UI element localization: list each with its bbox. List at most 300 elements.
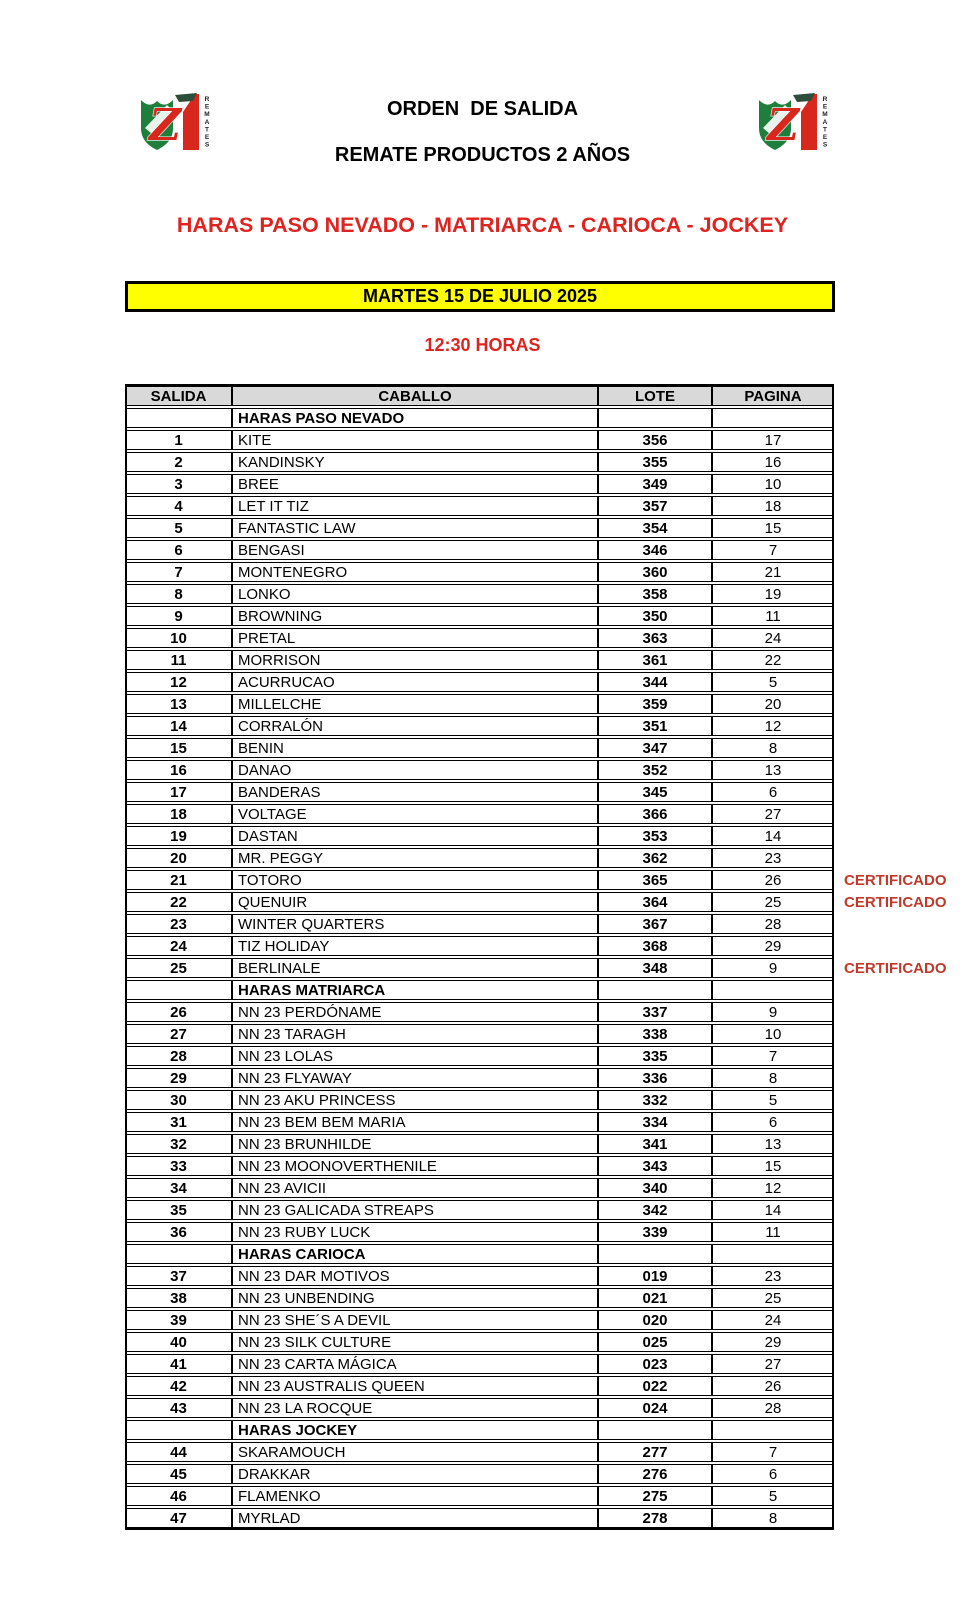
lote-cell — [598, 1420, 712, 1440]
table-row — [125, 430, 964, 450]
note-cell — [834, 1354, 964, 1374]
lote-cell: 360 — [598, 562, 712, 582]
note-cell — [834, 1090, 964, 1110]
table-row — [125, 804, 964, 824]
note-cell — [834, 1398, 964, 1418]
pagina-cell: 12 — [712, 716, 834, 736]
note-cell — [834, 672, 964, 692]
caballo-cell: HARAS PASO NEVADO — [232, 408, 598, 428]
salida-cell: 25 — [125, 958, 232, 978]
salida-cell — [125, 980, 232, 1000]
pagina-cell: 19 — [712, 584, 834, 604]
pagina-cell: 27 — [712, 1354, 834, 1374]
caballo-cell: FLAMENKO — [232, 1486, 598, 1506]
salida-cell: 40 — [125, 1332, 232, 1352]
caballo-cell: HARAS MATRIARCA — [232, 980, 598, 1000]
table-row — [125, 716, 964, 736]
note-cell — [834, 1288, 964, 1308]
caballo-cell: BERLINALE — [232, 958, 598, 978]
caballo-cell: NN 23 CARTA MÁGICA — [232, 1354, 598, 1374]
lote-cell: 339 — [598, 1222, 712, 1242]
logo-z-icon: Z — [767, 100, 800, 151]
lote-cell: 338 — [598, 1024, 712, 1044]
table-row — [125, 540, 964, 560]
pagina-cell: 11 — [712, 1222, 834, 1242]
note-cell — [834, 474, 964, 494]
salida-cell: 11 — [125, 650, 232, 670]
lote-cell: 349 — [598, 474, 712, 494]
column-header-caballo: CABALLO — [232, 386, 598, 406]
salida-cell: 32 — [125, 1134, 232, 1154]
pagina-cell: 6 — [712, 782, 834, 802]
note-cell — [834, 1068, 964, 1088]
salida-cell: 13 — [125, 694, 232, 714]
section-row — [125, 980, 964, 1000]
lote-cell: 344 — [598, 672, 712, 692]
pagina-cell: 12 — [712, 1178, 834, 1198]
lote-cell: 334 — [598, 1112, 712, 1132]
table-row — [125, 1112, 964, 1132]
pagina-cell: 14 — [712, 1200, 834, 1220]
note-cell — [834, 408, 964, 428]
table-row — [125, 738, 964, 758]
page-title: ORDEN DE SALIDA — [386, 98, 579, 120]
note-cell — [834, 1156, 964, 1176]
caballo-cell: NN 23 LOLAS — [232, 1046, 598, 1066]
pagina-cell: 7 — [712, 540, 834, 560]
salida-cell: 37 — [125, 1266, 232, 1286]
table-row — [125, 1002, 964, 1022]
caballo-cell: LET IT TIZ — [232, 496, 598, 516]
salida-cell: 9 — [125, 606, 232, 626]
table-row — [125, 1354, 964, 1374]
lote-cell: 342 — [598, 1200, 712, 1220]
salida-cell: 21 — [125, 870, 232, 890]
note-cell — [834, 914, 964, 934]
pagina-cell: 24 — [712, 1310, 834, 1330]
table-row — [125, 584, 964, 604]
salida-cell: 34 — [125, 1178, 232, 1198]
caballo-cell: HARAS CARIOCA — [232, 1244, 598, 1264]
pagina-cell: 13 — [712, 1134, 834, 1154]
salida-cell — [125, 1244, 232, 1264]
caballo-cell: NN 23 BEM BEM MARIA — [232, 1112, 598, 1132]
salida-cell: 2 — [125, 452, 232, 472]
table-row — [125, 936, 964, 956]
caballo-cell: NN 23 BRUNHILDE — [232, 1134, 598, 1154]
caballo-cell: KITE — [232, 430, 598, 450]
pagina-cell: 28 — [712, 914, 834, 934]
section-row — [125, 1420, 964, 1440]
caballo-cell: PRETAL — [232, 628, 598, 648]
salida-cell: 27 — [125, 1024, 232, 1044]
salida-cell: 31 — [125, 1112, 232, 1132]
lote-cell: 275 — [598, 1486, 712, 1506]
salida-cell: 20 — [125, 848, 232, 868]
salida-cell: 29 — [125, 1068, 232, 1088]
salida-cell: 1 — [125, 430, 232, 450]
note-cell — [834, 1266, 964, 1286]
lote-cell: 276 — [598, 1464, 712, 1484]
column-header-lote: LOTE — [598, 386, 712, 406]
pagina-cell — [712, 1244, 834, 1264]
table-row — [125, 672, 964, 692]
caballo-cell: HARAS JOCKEY — [232, 1420, 598, 1440]
table-row — [125, 1178, 964, 1198]
note-cell — [834, 650, 964, 670]
salida-cell: 23 — [125, 914, 232, 934]
salida-cell: 5 — [125, 518, 232, 538]
caballo-cell: BROWNING — [232, 606, 598, 626]
salida-cell — [125, 408, 232, 428]
note-cell — [834, 848, 964, 868]
salida-cell: 15 — [125, 738, 232, 758]
lote-cell: 356 — [598, 430, 712, 450]
lote-cell: 361 — [598, 650, 712, 670]
table-row — [125, 1024, 964, 1044]
date-banner-text: MARTES 15 DE JULIO 2025 — [362, 286, 598, 306]
lote-cell: 347 — [598, 738, 712, 758]
note-cell — [834, 1222, 964, 1242]
salida-cell: 7 — [125, 562, 232, 582]
table-row — [125, 892, 964, 912]
caballo-cell: VOLTAGE — [232, 804, 598, 824]
lote-cell — [598, 1244, 712, 1264]
caballo-cell: BREE — [232, 474, 598, 494]
salida-cell: 35 — [125, 1200, 232, 1220]
note-cell: CERTIFICADO — [844, 893, 947, 911]
salida-cell: 16 — [125, 760, 232, 780]
table-row — [125, 958, 964, 978]
pagina-cell: 11 — [712, 606, 834, 626]
table-row — [125, 650, 964, 670]
caballo-cell: TOTORO — [232, 870, 598, 890]
note-cell: CERTIFICADO — [844, 959, 947, 977]
pagina-cell — [712, 1420, 834, 1440]
salida-cell: 17 — [125, 782, 232, 802]
table-row — [125, 1046, 964, 1066]
salida-cell: 10 — [125, 628, 232, 648]
note-cell — [834, 1376, 964, 1396]
salida-cell: 42 — [125, 1376, 232, 1396]
pagina-cell: 8 — [712, 1508, 834, 1528]
caballo-cell: NN 23 SILK CULTURE — [232, 1332, 598, 1352]
caballo-cell: NN 23 FLYAWAY — [232, 1068, 598, 1088]
salida-cell: 26 — [125, 1002, 232, 1022]
caballo-cell: FANTASTIC LAW — [232, 518, 598, 538]
pagina-cell — [712, 408, 834, 428]
lote-cell: 362 — [598, 848, 712, 868]
caballo-cell: NN 23 RUBY LUCK — [232, 1222, 598, 1242]
caballo-cell: MILLELCHE — [232, 694, 598, 714]
note-cell — [834, 1112, 964, 1132]
note-cell — [834, 804, 964, 824]
note-cell — [834, 1046, 964, 1066]
pagina-cell: 8 — [712, 738, 834, 758]
lote-cell: 355 — [598, 452, 712, 472]
note-cell — [834, 1134, 964, 1154]
pagina-cell: 10 — [712, 1024, 834, 1044]
lote-cell: 023 — [598, 1354, 712, 1374]
table-row — [125, 606, 964, 626]
lote-cell — [598, 980, 712, 1000]
note-cell — [834, 1420, 964, 1440]
pagina-cell: 26 — [712, 1376, 834, 1396]
salida-cell: 4 — [125, 496, 232, 516]
caballo-cell: MR. PEGGY — [232, 848, 598, 868]
note-cell — [834, 1464, 964, 1484]
salida-cell: 30 — [125, 1090, 232, 1110]
salida-cell: 46 — [125, 1486, 232, 1506]
caballo-cell: LONKO — [232, 584, 598, 604]
caballo-cell: ACURRUCAO — [232, 672, 598, 692]
caballo-cell: BENGASI — [232, 540, 598, 560]
salida-cell: 12 — [125, 672, 232, 692]
note-cell — [834, 628, 964, 648]
table-row — [125, 1068, 964, 1088]
note-cell: CERTIFICADO — [844, 871, 947, 889]
pagina-cell: 28 — [712, 1398, 834, 1418]
salida-cell: 36 — [125, 1222, 232, 1242]
salida-cell: 3 — [125, 474, 232, 494]
lote-cell: 020 — [598, 1310, 712, 1330]
caballo-cell: DRAKKAR — [232, 1464, 598, 1484]
caballo-cell: SKARAMOUCH — [232, 1442, 598, 1462]
note-cell — [834, 1508, 964, 1528]
salida-cell: 24 — [125, 936, 232, 956]
salida-cell: 44 — [125, 1442, 232, 1462]
table-row — [125, 518, 964, 538]
lote-cell — [598, 408, 712, 428]
note-cell — [834, 1024, 964, 1044]
pagina-cell: 10 — [712, 474, 834, 494]
note-cell — [834, 1442, 964, 1462]
lote-cell: 348 — [598, 958, 712, 978]
note-cell — [834, 452, 964, 472]
salida-cell: 28 — [125, 1046, 232, 1066]
order-table — [125, 384, 964, 1530]
salida-cell: 19 — [125, 826, 232, 846]
salida-cell: 39 — [125, 1310, 232, 1330]
pagina-cell: 18 — [712, 496, 834, 516]
caballo-cell: DANAO — [232, 760, 598, 780]
logo-vertical-text: R E M A T E S — [822, 96, 828, 149]
pagina-cell: 7 — [712, 1442, 834, 1462]
caballo-cell: NN 23 AUSTRALIS QUEEN — [232, 1376, 598, 1396]
note-cell — [834, 496, 964, 516]
note-cell — [834, 606, 964, 626]
pagina-cell: 29 — [712, 936, 834, 956]
note-cell — [834, 694, 964, 714]
pagina-cell: 14 — [712, 826, 834, 846]
lote-cell: 343 — [598, 1156, 712, 1176]
lote-cell: 335 — [598, 1046, 712, 1066]
lote-cell: 352 — [598, 760, 712, 780]
pagina-cell: 15 — [712, 518, 834, 538]
note-cell — [834, 540, 964, 560]
order-table-body — [125, 408, 964, 1528]
note-cell — [834, 826, 964, 846]
lote-cell: 278 — [598, 1508, 712, 1528]
caballo-cell: BANDERAS — [232, 782, 598, 802]
logo-vertical-text: R E M A T E S — [204, 96, 210, 149]
note-cell — [834, 1332, 964, 1352]
lote-cell: 332 — [598, 1090, 712, 1110]
haras-heading: HARAS PASO NEVADO - MATRIARCA - CARIOCA - JOCKEY — [176, 213, 789, 237]
table-row — [125, 1134, 964, 1154]
pagina-cell: 23 — [712, 848, 834, 868]
pagina-cell: 27 — [712, 804, 834, 824]
pagina-cell: 5 — [712, 1090, 834, 1110]
pagina-cell: 9 — [712, 958, 834, 978]
lote-cell: 363 — [598, 628, 712, 648]
note-cell — [834, 1310, 964, 1330]
caballo-cell: NN 23 MOONOVERTHENILE — [232, 1156, 598, 1176]
table-row — [125, 1288, 964, 1308]
pagina-cell: 29 — [712, 1332, 834, 1352]
lote-cell: 019 — [598, 1266, 712, 1286]
lote-cell: 346 — [598, 540, 712, 560]
table-row — [125, 1398, 964, 1418]
table-row — [125, 628, 964, 648]
note-cell — [834, 584, 964, 604]
lote-cell: 277 — [598, 1442, 712, 1462]
table-row — [125, 1266, 964, 1286]
note-cell — [834, 738, 964, 758]
table-row — [125, 1332, 964, 1352]
lote-cell: 337 — [598, 1002, 712, 1022]
note-cell — [834, 716, 964, 736]
table-row — [125, 1090, 964, 1110]
salida-cell: 33 — [125, 1156, 232, 1176]
pagina-cell: 8 — [712, 1068, 834, 1088]
lote-cell: 336 — [598, 1068, 712, 1088]
note-cell — [834, 430, 964, 450]
caballo-cell: MONTENEGRO — [232, 562, 598, 582]
column-header-pagina: PAGINA — [712, 386, 834, 406]
table-header-row — [125, 386, 964, 406]
pagina-cell: 7 — [712, 1046, 834, 1066]
caballo-cell: KANDINSKY — [232, 452, 598, 472]
table-row — [125, 1508, 964, 1528]
table-row — [125, 914, 964, 934]
table-row — [125, 782, 964, 802]
caballo-cell: MYRLAD — [232, 1508, 598, 1528]
salida-cell: 22 — [125, 892, 232, 912]
note-cell — [834, 1178, 964, 1198]
caballo-cell: NN 23 TARAGH — [232, 1024, 598, 1044]
pagina-cell: 6 — [712, 1112, 834, 1132]
salida-cell: 6 — [125, 540, 232, 560]
caballo-cell: TIZ HOLIDAY — [232, 936, 598, 956]
table-row — [125, 1486, 964, 1506]
caballo-cell: WINTER QUARTERS — [232, 914, 598, 934]
date-banner — [125, 281, 835, 312]
note-cell — [834, 980, 964, 1000]
table-row — [125, 1200, 964, 1220]
salida-cell: 14 — [125, 716, 232, 736]
pagina-cell: 24 — [712, 628, 834, 648]
lote-cell: 358 — [598, 584, 712, 604]
pagina-cell: 5 — [712, 672, 834, 692]
table-row — [125, 1156, 964, 1176]
note-cell — [834, 1002, 964, 1022]
lote-cell: 354 — [598, 518, 712, 538]
section-row — [125, 408, 964, 428]
salida-cell — [125, 1420, 232, 1440]
pagina-cell: 26 — [712, 870, 834, 890]
table-row — [125, 562, 964, 582]
note-cell — [834, 1200, 964, 1220]
table-row — [125, 826, 964, 846]
caballo-cell: NN 23 UNBENDING — [232, 1288, 598, 1308]
pagina-cell: 16 — [712, 452, 834, 472]
lote-cell: 351 — [598, 716, 712, 736]
lote-cell: 021 — [598, 1288, 712, 1308]
note-cell — [834, 760, 964, 780]
salida-cell: 41 — [125, 1354, 232, 1374]
lote-cell: 353 — [598, 826, 712, 846]
lote-cell: 364 — [598, 892, 712, 912]
pagina-cell: 5 — [712, 1486, 834, 1506]
caballo-cell: MORRISON — [232, 650, 598, 670]
pagina-cell: 20 — [712, 694, 834, 714]
caballo-cell: QUENUIR — [232, 892, 598, 912]
lote-cell: 357 — [598, 496, 712, 516]
pagina-cell: 17 — [712, 430, 834, 450]
table-row — [125, 474, 964, 494]
note-cell — [834, 1486, 964, 1506]
table-row — [125, 1464, 964, 1484]
pagina-cell: 25 — [712, 892, 834, 912]
table-row — [125, 1222, 964, 1242]
column-header-salida: SALIDA — [125, 386, 232, 406]
caballo-cell: NN 23 DAR MOTIVOS — [232, 1266, 598, 1286]
lote-cell: 367 — [598, 914, 712, 934]
table-row — [125, 496, 964, 516]
pagina-cell: 25 — [712, 1288, 834, 1308]
salida-cell: 47 — [125, 1508, 232, 1528]
pagina-cell: 21 — [712, 562, 834, 582]
caballo-cell: BENIN — [232, 738, 598, 758]
lote-cell: 368 — [598, 936, 712, 956]
page-subtitle: REMATE PRODUCTOS 2 AÑOS — [334, 144, 631, 166]
lote-cell: 350 — [598, 606, 712, 626]
table-row — [125, 848, 964, 868]
caballo-cell: DASTAN — [232, 826, 598, 846]
table-row — [125, 1310, 964, 1330]
table-row — [125, 1442, 964, 1462]
note-cell — [834, 1244, 964, 1264]
table-row — [125, 870, 964, 890]
table-row — [125, 452, 964, 472]
salida-cell: 43 — [125, 1398, 232, 1418]
lote-cell: 366 — [598, 804, 712, 824]
lote-cell: 340 — [598, 1178, 712, 1198]
order-table-container — [125, 384, 964, 1530]
time-heading: 12:30 HORAS — [424, 335, 541, 355]
logo-z-icon: Z — [149, 100, 182, 151]
table-row — [125, 760, 964, 780]
lote-cell: 022 — [598, 1376, 712, 1396]
note-cell — [834, 562, 964, 582]
lote-cell: 359 — [598, 694, 712, 714]
salida-cell: 8 — [125, 584, 232, 604]
pagina-cell: 15 — [712, 1156, 834, 1176]
lote-cell: 024 — [598, 1398, 712, 1418]
lote-cell: 345 — [598, 782, 712, 802]
pagina-cell: 22 — [712, 650, 834, 670]
